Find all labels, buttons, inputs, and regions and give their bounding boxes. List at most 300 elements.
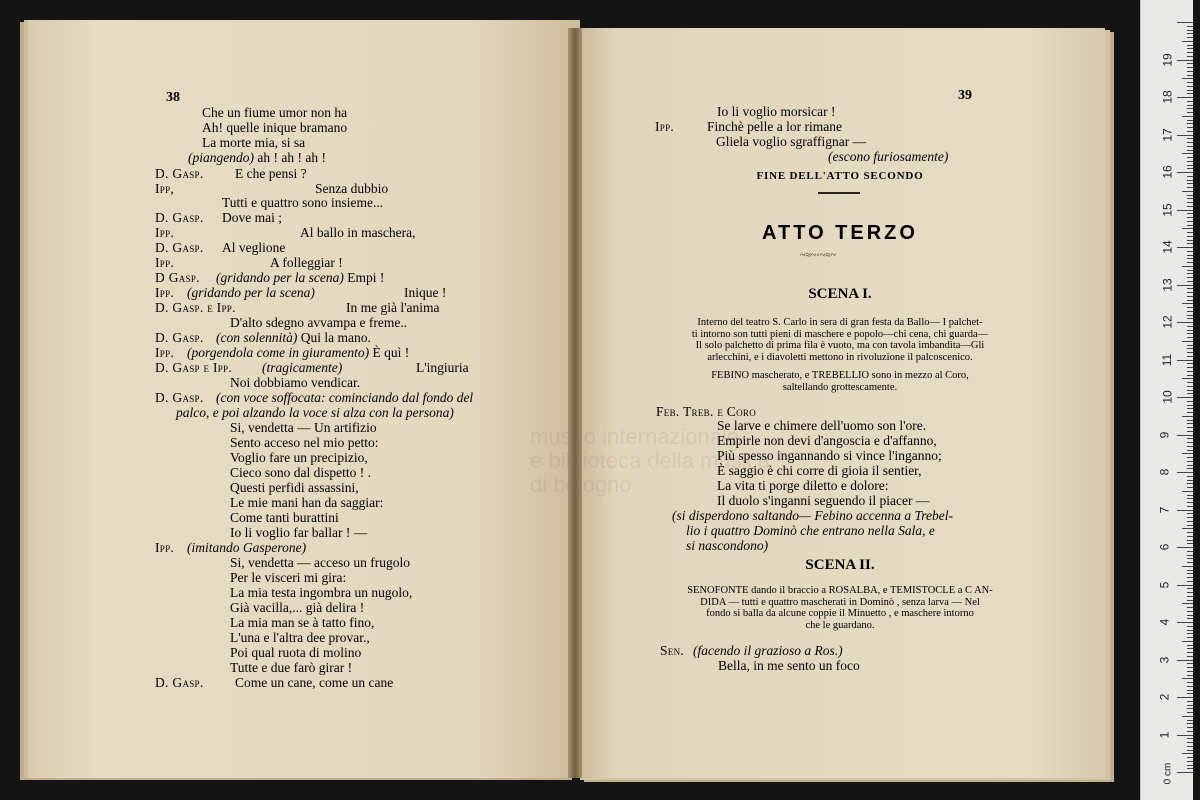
stage-direction: (porgendola come in giuramento) xyxy=(187,345,370,360)
ruler-tick xyxy=(1187,633,1193,634)
ruler-tick xyxy=(1187,746,1193,747)
description-line: saltellando grottescamente. xyxy=(782,381,898,393)
verse-line: lio i quattro Dominò che entrano nella Sala, e xyxy=(686,523,935,538)
ruler-tick xyxy=(1187,356,1193,357)
ruler-tick xyxy=(1187,277,1193,278)
ruler-number: 19 xyxy=(1160,52,1175,67)
ruler-tick xyxy=(1187,442,1193,443)
watermark-line: e biblioteca della musica xyxy=(530,448,770,473)
ruler-tick xyxy=(1187,296,1193,297)
ruler-tick xyxy=(1182,641,1193,642)
ruler-tick xyxy=(1187,337,1193,338)
ruler-tick xyxy=(1187,705,1193,706)
description-line: Interno del teatro S. Carlo in sera di gran festa da Ballo— I palchet- xyxy=(697,317,983,328)
ruler-tick xyxy=(1187,562,1193,563)
stage-direction: (gridando per la scena) xyxy=(216,270,344,285)
ruler-tick xyxy=(1182,416,1193,417)
ruler-tick xyxy=(1187,521,1193,522)
ruler-tick xyxy=(1187,611,1193,612)
page-number-left: 38 xyxy=(166,90,180,105)
ruler-tick xyxy=(1187,333,1193,334)
verse-line: Senza dubbio xyxy=(315,181,389,196)
ruler-tick xyxy=(1187,761,1193,762)
page-number-right: 39 xyxy=(958,88,972,103)
ruler-tick xyxy=(1187,502,1193,503)
ruler-tick xyxy=(1187,63,1193,64)
ruler-tick xyxy=(1187,558,1193,559)
ruler-tick xyxy=(1182,678,1193,679)
ruler-tick xyxy=(1187,723,1193,724)
description-line: fondo si balla da alcune coppie il Minuetto , e maschere intorno xyxy=(706,608,974,619)
verse-line: Si, vendetta — acceso un frugolo xyxy=(230,555,410,570)
ruler-tick xyxy=(1187,198,1193,199)
ruler-tick xyxy=(1182,453,1193,454)
ruler-tick xyxy=(1187,101,1193,102)
ruler-tick xyxy=(1187,570,1193,571)
ruler-tick xyxy=(1187,371,1193,372)
ruler-tick xyxy=(1182,228,1193,229)
ruler-tick xyxy=(1187,686,1193,687)
description-line: SENOFONTE dando il braccio a ROSALBA, e TEMISTOCLE a C AN- xyxy=(687,585,993,596)
ruler-tick xyxy=(1177,97,1193,98)
ruler-tick xyxy=(1177,472,1193,473)
ruler-tick xyxy=(1187,86,1193,87)
ruler-number: 2 xyxy=(1157,693,1172,701)
verse-line: L'ingiuria xyxy=(416,360,469,375)
ruler-tick xyxy=(1187,273,1193,274)
speaker-label: Sen. xyxy=(660,643,685,658)
ruler-tick xyxy=(1187,30,1193,31)
ruler-tick xyxy=(1187,405,1193,406)
ruler-tick xyxy=(1187,262,1193,263)
ruler-tick xyxy=(1187,232,1193,233)
ruler-tick xyxy=(1187,588,1193,589)
ruler-tick xyxy=(1187,187,1193,188)
verse-line: Questi perfidi assassini, xyxy=(230,480,359,495)
ruler-tick xyxy=(1177,22,1193,23)
speaker-label: Ipp. xyxy=(155,345,175,360)
ruler-number: 5 xyxy=(1157,581,1172,588)
description-line: arlecchini, e i diavoletti mettono in rivoluzione il palcoscenico. xyxy=(707,351,973,363)
ruler-tick xyxy=(1187,461,1193,462)
speaker-label: D. Gasp. xyxy=(155,675,204,690)
ruler-tick xyxy=(1187,131,1193,132)
ruler-tick xyxy=(1187,727,1193,728)
ruler-tick xyxy=(1187,573,1193,574)
ruler-tick xyxy=(1187,352,1193,353)
ruler-tick xyxy=(1182,266,1193,267)
ruler-tick xyxy=(1187,382,1193,383)
ruler-tick xyxy=(1187,742,1193,743)
ruler-tick xyxy=(1187,67,1193,68)
ruler-tick xyxy=(1187,581,1193,582)
ruler-tick xyxy=(1187,292,1193,293)
ruler-tick xyxy=(1182,341,1193,342)
speaker-label: Ipp. xyxy=(155,285,175,300)
ruler-tick xyxy=(1187,142,1193,143)
ruler-tick xyxy=(1187,551,1193,552)
ruler-tick xyxy=(1177,697,1193,698)
ruler-tick xyxy=(1187,532,1193,533)
ruler-tick xyxy=(1187,37,1193,38)
ruler-tick xyxy=(1182,528,1193,529)
ruler-tick xyxy=(1187,517,1193,518)
ruler-tick xyxy=(1187,48,1193,49)
ruler-tick xyxy=(1187,648,1193,649)
ruler-tick xyxy=(1187,637,1193,638)
ruler-tick xyxy=(1187,176,1193,177)
speaker-label: Ipp, xyxy=(155,181,175,196)
verse-line: Si, vendetta — Un artifizio xyxy=(230,420,377,435)
ruler-tick xyxy=(1187,202,1193,203)
ruler-tick xyxy=(1187,431,1193,432)
ruler-tick xyxy=(1182,566,1193,567)
verse-line: La mia man se à tatto fino, xyxy=(230,615,375,630)
ruler-tick xyxy=(1187,161,1193,162)
ruler-tick xyxy=(1177,322,1193,323)
watermark-line: di bologno xyxy=(530,472,632,497)
speaker-label: Ipp. xyxy=(155,540,175,555)
ruler-tick xyxy=(1187,765,1193,766)
ruler-tick xyxy=(1187,251,1193,252)
ruler-tick xyxy=(1177,510,1193,511)
ruler-tick xyxy=(1187,495,1193,496)
ruler-tick xyxy=(1187,183,1193,184)
ruler-tick xyxy=(1187,450,1193,451)
verse-line: (si disperdono saltando— Febino accenna a Trebel- xyxy=(672,508,953,523)
scene2-title: SCENA II. xyxy=(805,557,875,573)
verse-line: (imitando Gasperone) xyxy=(187,540,307,555)
verse-line: Poi qual ruota di molino xyxy=(230,645,362,660)
ruler-tick xyxy=(1187,243,1193,244)
ruler-tick xyxy=(1187,288,1193,289)
ruler-tick xyxy=(1187,630,1193,631)
scene1-title: SCENA I. xyxy=(808,286,872,302)
ruler-tick xyxy=(1187,618,1193,619)
ruler-tick xyxy=(1187,45,1193,46)
ruler-tick xyxy=(1187,393,1193,394)
ruler-tick xyxy=(1187,195,1193,196)
verse-line: (porgendola come in giuramento) È quì ! xyxy=(187,345,410,360)
ruler-tick xyxy=(1187,483,1193,484)
ruler-tick xyxy=(1187,701,1193,702)
ruler-tick xyxy=(1187,363,1193,364)
description-line: ti intorno son tutti pieni di maschere e popolo—chi cena, chi guarda— xyxy=(691,328,989,340)
ruler-number: 14 xyxy=(1160,240,1175,254)
ruler-tick xyxy=(1187,656,1193,657)
ruler-tick xyxy=(1187,180,1193,181)
ruler-tick xyxy=(1177,172,1193,173)
stage-direction: (piangendo) xyxy=(188,150,254,165)
ruler-tick xyxy=(1187,720,1193,721)
verse-line: Bella, in me sento un foco xyxy=(718,658,860,673)
ruler-tick xyxy=(1177,60,1193,61)
verse-line: Dove mai ; xyxy=(222,210,282,225)
ruler-tick xyxy=(1187,487,1193,488)
verse-line: Noi dobbiamo vendicar. xyxy=(230,375,361,390)
measuring-ruler xyxy=(1140,0,1193,800)
ruler-tick xyxy=(1187,123,1193,124)
ruler-tick xyxy=(1187,390,1193,391)
verse-line: Che un fiume umor non ha xyxy=(202,105,348,120)
ruler-tick xyxy=(1187,157,1193,158)
ruler-tick xyxy=(1187,607,1193,608)
ruler-tick xyxy=(1187,412,1193,413)
verse-line: Come un cane, come un cane xyxy=(235,675,394,690)
ruler-tick xyxy=(1177,660,1193,661)
ruler-tick xyxy=(1187,738,1193,739)
ruler-tick xyxy=(1187,592,1193,593)
ruler-tick xyxy=(1187,307,1193,308)
verse-line: In me già l'anima xyxy=(346,300,440,315)
flourish-ornament: ~≈~◦~≈~ xyxy=(800,250,837,261)
ruler-tick xyxy=(1187,375,1193,376)
ruler-tick xyxy=(1187,300,1193,301)
ruler-number: 12 xyxy=(1160,315,1175,329)
ruler-tick xyxy=(1187,326,1193,327)
end-act-label: FINE DELL'ATTO SECONDO xyxy=(756,170,924,182)
ruler-tick xyxy=(1187,93,1193,94)
ruler-tick xyxy=(1187,127,1193,128)
ruler-tick xyxy=(1187,225,1193,226)
verse-line: (tragicamente) xyxy=(262,360,343,375)
ruler-tick xyxy=(1187,386,1193,387)
verse-line: A folleggiar ! xyxy=(270,255,343,270)
ruler-tick xyxy=(1187,667,1193,668)
ruler-tick xyxy=(1187,33,1193,34)
ruler-tick xyxy=(1187,345,1193,346)
ruler-tick xyxy=(1187,255,1193,256)
ruler-tick xyxy=(1187,498,1193,499)
ruler-tick xyxy=(1187,348,1193,349)
ruler-number: 7 xyxy=(1157,506,1172,513)
ruler-tick xyxy=(1182,41,1193,42)
ruler-tick xyxy=(1187,26,1193,27)
ruler-tick xyxy=(1187,645,1193,646)
speaker-label: Ipp. xyxy=(655,119,675,134)
ruler-tick xyxy=(1187,311,1193,312)
ruler-tick xyxy=(1187,120,1193,121)
speaker-label: D. Gasp. xyxy=(155,330,204,345)
ruler-tick xyxy=(1187,112,1193,113)
ruler-tick xyxy=(1187,652,1193,653)
ruler-tick xyxy=(1187,626,1193,627)
ruler-tick xyxy=(1187,457,1193,458)
end-act-rule xyxy=(818,192,860,194)
ruler-tick xyxy=(1187,408,1193,409)
ruler-tick xyxy=(1187,513,1193,514)
verse-line: Inique ! xyxy=(404,285,447,300)
ruler-tick xyxy=(1187,240,1193,241)
verse-line: La vita ti porge diletto e dolore: xyxy=(717,478,889,493)
ruler-tick xyxy=(1187,150,1193,151)
verse-line: Finchè pelle a lor rimane xyxy=(707,119,842,134)
ruler-tick xyxy=(1187,446,1193,447)
ruler-tick xyxy=(1182,153,1193,154)
ruler-tick xyxy=(1187,401,1193,402)
ruler-tick xyxy=(1187,468,1193,469)
ruler-tick xyxy=(1177,397,1193,398)
verse-line: Già vacilla,... già delira ! xyxy=(230,600,365,615)
ruler-tick xyxy=(1187,420,1193,421)
speaker-label: Ipp. xyxy=(155,255,175,270)
ruler-tick xyxy=(1177,735,1193,736)
ruler-number: 10 xyxy=(1160,390,1175,404)
description-line: DIDA — tutti e quattro mascherati in Dominò , senza larva — Nel xyxy=(700,596,980,608)
ruler-tick xyxy=(1177,622,1193,623)
ruler-tick xyxy=(1187,663,1193,664)
ruler-tick xyxy=(1182,191,1193,192)
verse-line: (con voce soffocata: cominciando dal fondo del xyxy=(216,390,474,405)
ruler-tick xyxy=(1187,671,1193,672)
verse-line: Per le visceri mi gira: xyxy=(230,570,347,585)
ruler-tick xyxy=(1187,56,1193,57)
ruler-tick xyxy=(1187,315,1193,316)
ruler-number: 11 xyxy=(1160,353,1175,366)
ruler-tick xyxy=(1187,213,1193,214)
speaker-label: D. Gasp. xyxy=(155,240,204,255)
ruler-tick xyxy=(1187,525,1193,526)
verse-line: (gridando per la scena) Empi ! xyxy=(216,270,385,285)
ruler-tick xyxy=(1187,712,1193,713)
ruler-tick xyxy=(1182,303,1193,304)
verse-line: L'una e l'altra dee provar., xyxy=(230,630,370,645)
speaker-label: D. Gasp. xyxy=(155,166,204,181)
verse-line: Più spesso ingannando si vince l'inganno; xyxy=(717,448,942,463)
description-line: FEBINO mascherato, e TREBELLIO sono in mezzo al Coro, xyxy=(711,370,969,381)
ruler-number: 8 xyxy=(1157,468,1172,476)
ruler-number: 16 xyxy=(1160,165,1175,179)
verse-line: La morte mia, si sa xyxy=(202,135,306,150)
ruler-tick xyxy=(1187,690,1193,691)
ruler-tick xyxy=(1187,757,1193,758)
ruler-tick xyxy=(1187,423,1193,424)
ruler-tick xyxy=(1187,258,1193,259)
verse-line: Come tanti burattini xyxy=(230,510,339,525)
ruler-tick xyxy=(1187,540,1193,541)
ruler-tick xyxy=(1187,600,1193,601)
verse-line: Se larve e chimere dell'uomo son l'ore. xyxy=(717,418,927,433)
ruler-tick xyxy=(1187,536,1193,537)
ruler-tick xyxy=(1187,108,1193,109)
end-act-block xyxy=(575,170,1105,190)
ruler-unit-label: 0 cm xyxy=(1162,762,1174,785)
verse-line: Cieco sono dal dispetto ! . xyxy=(230,465,371,480)
act-title-block xyxy=(575,222,1105,252)
ruler-tick xyxy=(1187,427,1193,428)
book-gutter xyxy=(568,28,582,778)
verse-line: palco, e poi alzando la voce si alza con la persona) xyxy=(176,405,454,420)
ruler-tick xyxy=(1187,105,1193,106)
ruler-number: 18 xyxy=(1160,90,1175,104)
verse-line: (facendo il grazioso a Ros.) xyxy=(693,643,843,658)
ruler-tick xyxy=(1187,438,1193,439)
ruler-tick xyxy=(1187,75,1193,76)
stage-direction: (con solennità) xyxy=(216,330,298,345)
verse-line: Io li voglio far ballar ! — xyxy=(230,525,368,540)
act-title: ATTO TERZO xyxy=(762,222,918,244)
ruler-number: 13 xyxy=(1160,277,1175,292)
verse-line: E che pensi ? xyxy=(235,166,307,181)
verse-line: Gliela voglio sgraffignar — xyxy=(716,134,867,149)
speaker-label: D. Gasp. xyxy=(155,390,204,405)
ruler-tick xyxy=(1187,82,1193,83)
ruler-number: 3 xyxy=(1157,656,1172,663)
speaker-label: D Gasp. xyxy=(155,270,200,285)
ruler-tick xyxy=(1177,135,1193,136)
ruler-tick xyxy=(1182,378,1193,379)
ruler-number: 4 xyxy=(1157,618,1172,626)
ruler-tick xyxy=(1182,78,1193,79)
ruler-tick xyxy=(1177,360,1193,361)
speaker-label: D. Gasp. xyxy=(155,210,204,225)
speaker-label: Ipp. xyxy=(155,225,175,240)
ruler-number: 17 xyxy=(1160,127,1175,142)
ruler-tick xyxy=(1187,146,1193,147)
ruler-tick xyxy=(1187,367,1193,368)
ruler-number: 6 xyxy=(1157,543,1172,551)
ruler-tick xyxy=(1187,543,1193,544)
verse-line: Voglio fare un precipizio, xyxy=(230,450,368,465)
ruler-tick xyxy=(1177,285,1193,286)
ruler-tick xyxy=(1187,615,1193,616)
verse-line: (escono furiosamente) xyxy=(828,149,949,164)
ruler-tick xyxy=(1187,555,1193,556)
ruler-tick xyxy=(1177,585,1193,586)
verse-line: Le mie mani han da saggiar: xyxy=(230,495,384,510)
ruler-tick xyxy=(1187,217,1193,218)
ruler-tick xyxy=(1182,753,1193,754)
verse-line: Tutte e due farò girar ! xyxy=(230,660,353,675)
verse-line: Ah! quelle inique bramano xyxy=(202,120,348,135)
verse-line: Empirle non devi d'angoscia e d'affanno, xyxy=(717,433,937,448)
verse-line: D'alto sdegno avvampa e freme.. xyxy=(230,315,408,330)
chorus-speaker: Feb. Treb. e Coro xyxy=(656,404,756,419)
ruler-tick xyxy=(1187,90,1193,91)
ruler-tick xyxy=(1187,281,1193,282)
ruler-tick xyxy=(1187,168,1193,169)
ruler-tick xyxy=(1187,708,1193,709)
verse-line: (piangendo) ah ! ah ! ah ! xyxy=(188,150,326,165)
ruler-tick xyxy=(1187,750,1193,751)
ruler-tick xyxy=(1187,221,1193,222)
ruler-tick xyxy=(1182,491,1193,492)
ruler-tick xyxy=(1187,465,1193,466)
ruler-tick xyxy=(1187,476,1193,477)
verse-line: La mia testa ingombra un nugolo, xyxy=(230,585,413,600)
ruler-tick xyxy=(1187,206,1193,207)
ruler-tick xyxy=(1182,116,1193,117)
watermark-line: museo internazionale xyxy=(530,424,740,449)
ruler-tick xyxy=(1177,547,1193,548)
ruler-tick xyxy=(1177,210,1193,211)
ruler-tick xyxy=(1187,768,1193,769)
ruler-tick xyxy=(1187,236,1193,237)
verse-line: Il duolo s'inganni seguendo il piacer — xyxy=(717,493,930,508)
ruler-tick xyxy=(1187,270,1193,271)
verse-line: Io li voglio morsicar ! xyxy=(717,104,836,119)
ruler-tick xyxy=(1187,506,1193,507)
ruler-tick xyxy=(1187,138,1193,139)
ruler-number: 9 xyxy=(1157,431,1172,438)
verse-line: Sento acceso nel mio petto: xyxy=(230,435,379,450)
ruler-number: 1 xyxy=(1157,731,1172,738)
verse-line: Al veglione xyxy=(222,240,286,255)
description-line: Il solo palchetto di prima fila è vuoto, ma con tavola imbandita—Gli xyxy=(695,340,985,351)
verse-line: È saggio è chi corre di gioia il sentier, xyxy=(717,463,922,478)
ruler-tick xyxy=(1187,577,1193,578)
verse-line: si nascondono) xyxy=(686,538,769,553)
